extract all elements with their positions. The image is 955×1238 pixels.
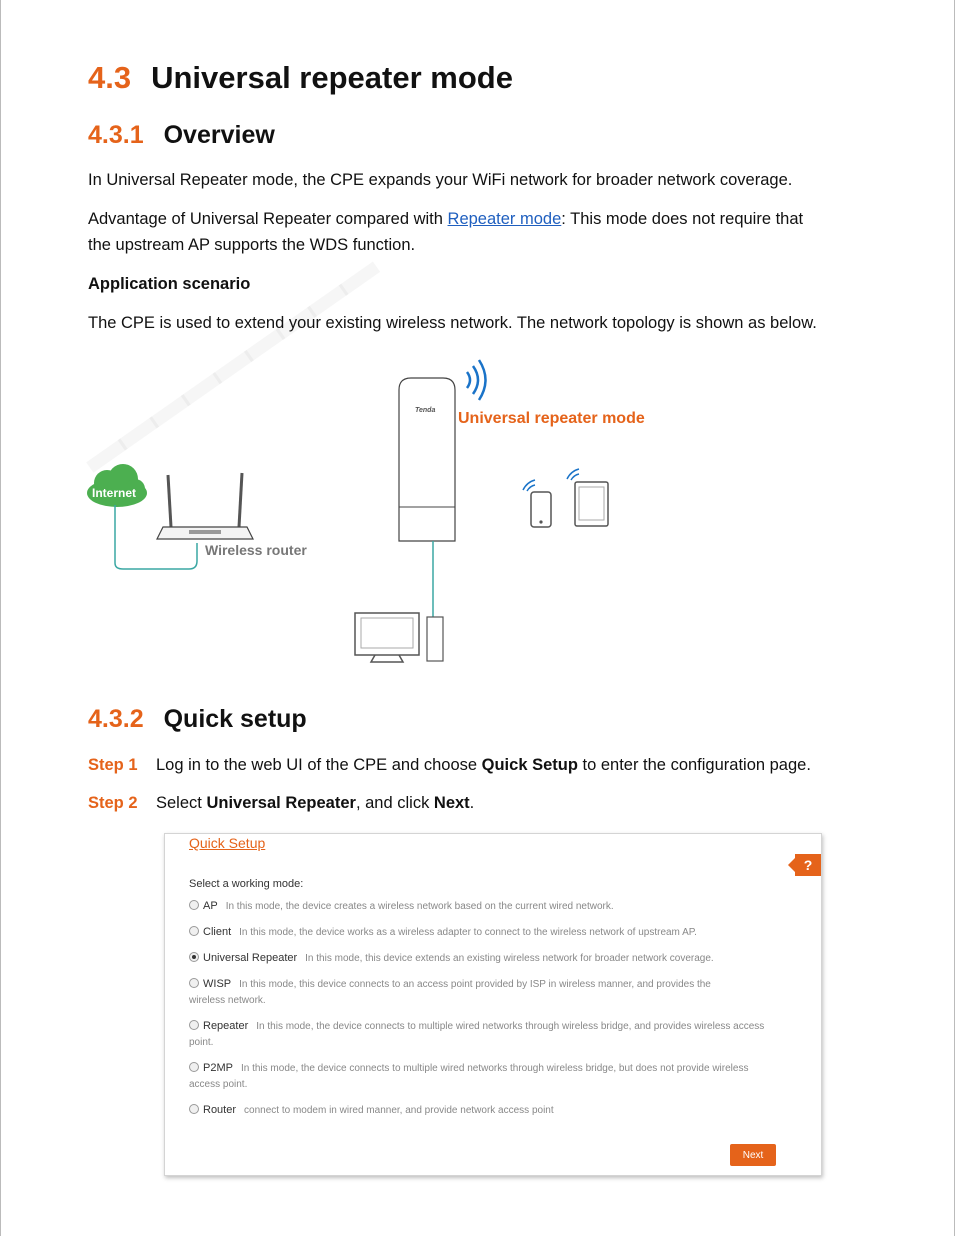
scenario-paragraph: The CPE is used to extend your existing wireless network. The network topology is shown as below. — [88, 314, 817, 332]
p2-line-2: the upstream AP supports the WDS function. — [88, 236, 416, 254]
step-1-text-b: Quick Setup — [481, 756, 578, 774]
overview-paragraph-1: In Universal Repeater mode, the CPE expands your WiFi network for broader network coverage. — [88, 171, 793, 189]
overview-number: 4.3.1 — [88, 121, 144, 149]
mode-option-p2mp[interactable] — [189, 1060, 759, 1093]
step-2-text-c: , and click — [355, 794, 434, 812]
quick-setup-number: 4.3.2 — [88, 705, 144, 733]
topology-diagram — [85, 355, 675, 675]
step-1-label: Step 1 — [88, 756, 138, 774]
mode-name-p2mp: P2MP — [203, 1062, 233, 1074]
mode-desc-wisp: In this mode, this device connects to an access point provided by ISP in wireless manner, and provides the wireless network. — [189, 979, 711, 1006]
mode-desc-universal-repeater: In this mode, this device extends an existing wireless network for broader network coverage. — [305, 953, 714, 964]
mode-option-wisp[interactable] — [189, 976, 749, 1009]
mode-desc-p2mp: In this mode, the device connects to multiple wired networks through wireless bridge, but does not provide wireless access point. — [189, 1063, 749, 1090]
internet-label: Internet — [92, 486, 137, 500]
step-1-text-a: Log in to the web UI of the CPE and choose — [156, 756, 482, 774]
radio-router[interactable] — [189, 1104, 199, 1114]
mode-desc-repeater: In this mode, the device connects to multiple wired networks through wireless bridge, and provides wireless access point. — [189, 1021, 765, 1048]
radio-client[interactable] — [189, 926, 199, 936]
mode-option-client[interactable] — [189, 924, 769, 941]
quick-setup-title: Quick setup — [163, 705, 307, 733]
repeater-mode-link[interactable]: Repeater mode — [447, 210, 562, 228]
mode-name-router: Router — [203, 1104, 237, 1116]
radio-ap[interactable] — [189, 900, 199, 910]
universal-repeater-label: Universal repeater mode — [458, 410, 645, 427]
step-2-text-e: . — [469, 794, 475, 812]
quick-setup-panel-title[interactable]: Quick Setup — [189, 835, 266, 851]
mode-desc-router: connect to modem in wired manner, and provide network access point — [244, 1105, 554, 1116]
section-title: Universal repeater mode — [151, 60, 513, 95]
working-mode-prompt: Select a working mode: — [189, 878, 304, 890]
mode-desc-client: In this mode, the device works as a wireless adapter to connect to the wireless network of upstream AP. — [239, 927, 697, 938]
mode-name-ap: AP — [203, 900, 218, 912]
mode-name-wisp: WISP — [203, 978, 232, 990]
mode-desc-ap: In this mode, the device creates a wireless network based on the current wired network. — [225, 901, 614, 912]
cpe-device-icon — [399, 378, 455, 541]
topology-svg — [85, 355, 675, 675]
overview-paragraph-2 — [88, 206, 803, 258]
cpe-brand-logo: Tenda — [415, 407, 436, 414]
scenario-heading: Application scenario — [88, 275, 251, 293]
p2-text-after: : This mode does not require that — [561, 210, 804, 228]
smartphone-icon — [523, 480, 551, 527]
step-2-label: Step 2 — [88, 794, 138, 812]
radio-repeater[interactable] — [189, 1020, 199, 1030]
overview-title: Overview — [163, 121, 275, 149]
section-heading — [88, 60, 513, 96]
step-2-text-b: Universal Repeater — [206, 794, 356, 812]
mode-option-repeater[interactable] — [189, 1018, 769, 1051]
step-2 — [88, 794, 474, 813]
radio-wisp[interactable] — [189, 978, 199, 988]
wireless-router-icon — [157, 473, 253, 539]
radio-universal-repeater[interactable] — [189, 952, 199, 962]
overview-heading — [88, 121, 275, 150]
mode-option-router[interactable] — [189, 1102, 769, 1119]
mode-name-universal-repeater: Universal Repeater — [203, 952, 298, 964]
wireless-router-label: Wireless router — [205, 542, 307, 558]
radio-p2mp[interactable] — [189, 1062, 199, 1072]
step-1-text-c: to enter the configuration page. — [577, 756, 811, 774]
step-2-text-a: Select — [156, 794, 207, 812]
step-2-text-d: Next — [433, 794, 470, 812]
mode-name-client: Client — [203, 926, 232, 938]
desktop-pc-icon — [355, 613, 443, 662]
mode-name-repeater: Repeater — [203, 1020, 249, 1032]
p2-text-before: Advantage of Universal Repeater compared with — [88, 210, 448, 228]
help-button[interactable]: ? — [795, 854, 821, 876]
quick-setup-panel — [164, 833, 822, 1176]
section-number: 4.3 — [88, 60, 132, 95]
step-1 — [88, 756, 811, 775]
next-button[interactable]: Next — [730, 1144, 776, 1166]
mode-option-universal-repeater[interactable] — [189, 950, 769, 967]
tablet-icon — [567, 469, 608, 526]
wifi-signal-icon — [467, 360, 486, 400]
quick-setup-heading — [88, 705, 307, 734]
mode-option-ap[interactable] — [189, 898, 769, 915]
